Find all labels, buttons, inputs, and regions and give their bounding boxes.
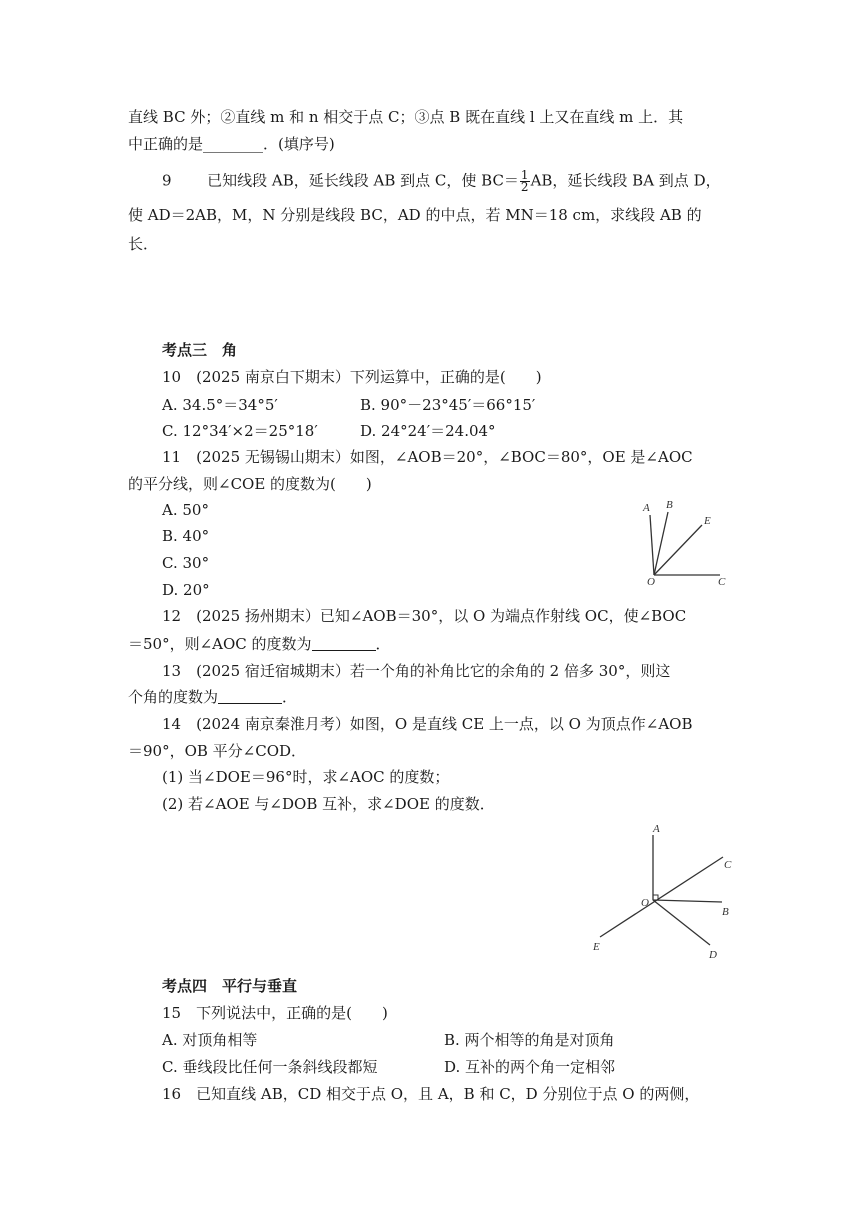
q14-line1: 14 (2024 南京秦淮月考）如图，O 是直线 CE 上一点，以 O 为顶点作∠AOB — [162, 715, 693, 733]
ray-ob — [653, 900, 722, 902]
q12-line2-end: ． — [375, 635, 391, 653]
label-a: A — [643, 502, 650, 514]
q11-line2: 的平分线，则∠COE 的度数为( ) — [128, 475, 372, 493]
q11-option-a: A. 50° — [162, 501, 209, 519]
q15-option-b: B. 两个相等的角是对顶角 — [444, 1031, 615, 1049]
line-ce — [600, 857, 723, 937]
ray-oe — [654, 525, 702, 575]
q10-option-a: A. 34.5°＝34°5′ — [162, 396, 278, 414]
q15-option-d: D. 互补的两个角一定相邻 — [444, 1058, 616, 1076]
label-b: B — [722, 906, 729, 918]
q9-text-part2: AB，延长线段 BA 到点 D， — [530, 171, 721, 190]
q11-angle-figure — [630, 495, 740, 590]
label-d: D — [709, 949, 717, 961]
q14-angle-figure — [585, 820, 755, 965]
fraction-denominator: 2 — [520, 180, 529, 194]
q11-option-b: B. 40° — [162, 527, 210, 545]
q10-option-d: D. 24°24′＝24.04° — [360, 422, 496, 440]
q15-option-a: A. 对顶角相等 — [162, 1031, 258, 1049]
q8-continuation-line1: 直线 BC 外；②直线 m 和 n 相交于点 C；③点 B 既在直线 l 上又在直线 m 上．其 — [128, 108, 684, 126]
q9-line3: 长． — [128, 235, 159, 253]
label-c: C — [724, 859, 732, 871]
q15-option-c: C. 垂线段比任何一条斜线段都短 — [162, 1058, 378, 1076]
q10-option-c: C. 12°34′×2＝25°18′ — [162, 422, 318, 440]
q13-line2-text: 个角的度数为 — [128, 688, 219, 706]
q9-text-part1: 已知线段 AB，延长线段 AB 到点 C，使 BC＝ — [207, 171, 519, 190]
section-heading-parallel-perpendicular: 考点四 平行与垂直 — [162, 977, 298, 995]
q10-option-b: B. 90°－23°45′＝66°15′ — [360, 396, 536, 414]
ray-oa — [650, 515, 654, 575]
q15-stem: 15 下列说法中，正确的是( ) — [162, 1004, 388, 1022]
q14-sub1: (1) 当∠DOE＝96°时，求∠AOC 的度数； — [162, 768, 450, 786]
q13-line1: 13 (2025 宿迁宿城期末）若一个角的补角比它的余角的 2 倍多 30°，则这 — [162, 662, 671, 680]
q11-option-c: C. 30° — [162, 554, 210, 572]
q12-line1: 12 (2025 扬州期末）已知∠AOB＝30°，以 O 为端点作射线 OC，使∠BOC — [162, 607, 687, 625]
q11-option-d: D. 20° — [162, 581, 210, 599]
answer-blank — [218, 689, 282, 704]
q13-line2 — [128, 687, 297, 707]
label-o: O — [641, 897, 649, 909]
q11-line1: 11 (2025 无锡锡山期末）如图，∠AOB＝20°，∠BOC＝80°，OE 是∠AOC — [162, 448, 693, 466]
label-c: C — [718, 576, 726, 588]
q8-continuation-line2: 中正确的是________．(填序号) — [128, 135, 335, 153]
q16-line1: 16 已知直线 AB，CD 相交于点 O，且 A，B 和 C，D 分别位于点 O 的两侧， — [162, 1085, 700, 1103]
q9-line2: 使 AD＝2AB，M，N 分别是线段 BC，AD 的中点，若 MN＝18 cm，求线段 AB 的 — [128, 206, 702, 224]
ray-ob — [654, 512, 668, 575]
q10-stem: 10 (2025 南京白下期末）下列运算中，正确的是( ) — [162, 368, 542, 386]
label-e: E — [704, 515, 711, 527]
q14-line2: ＝90°，OB 平分∠COD． — [128, 742, 307, 760]
fraction-one-half — [520, 170, 530, 193]
q13-line2-end: ． — [282, 688, 298, 706]
label-b: B — [666, 499, 673, 511]
q12-line2 — [128, 634, 391, 654]
fraction-numerator: 1 — [520, 168, 529, 182]
label-a: A — [653, 823, 660, 835]
q9-number: 9 — [162, 171, 172, 190]
answer-blank — [312, 636, 376, 651]
q9-line1 — [162, 170, 721, 193]
label-o: O — [647, 576, 655, 588]
ray-od — [653, 900, 710, 945]
section-heading-angles: 考点三 角 — [162, 341, 238, 359]
q12-line2-text: ＝50°，则∠AOC 的度数为 — [128, 635, 312, 653]
label-e: E — [593, 941, 600, 953]
q14-sub2: (2) 若∠AOE 与∠DOB 互补，求∠DOE 的度数． — [162, 795, 495, 813]
